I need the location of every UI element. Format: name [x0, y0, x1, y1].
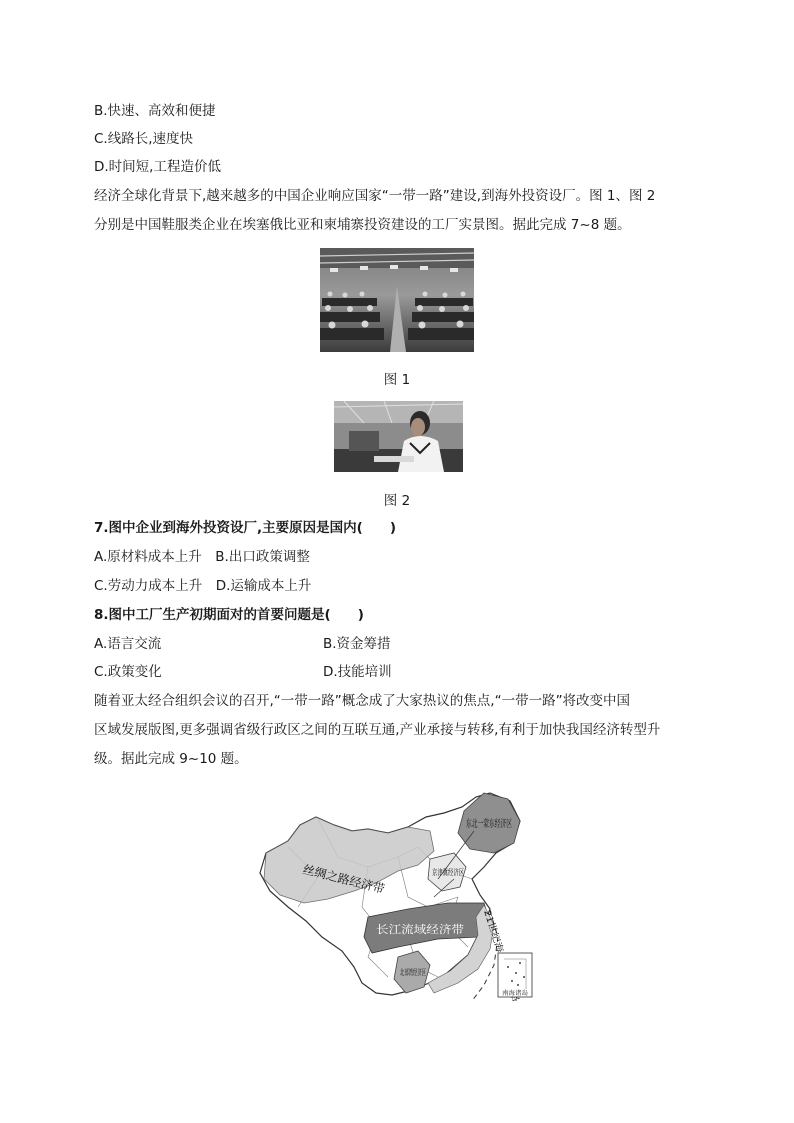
passage1-line1: 经济全球化背景下,越来越多的中国企业响应国家“一带一路”建设,到海外投资设厂。图 1、图 2 [94, 188, 656, 204]
prev-option-c: C.线路长,速度快 [94, 131, 194, 147]
q8-stem: 8.图中工厂生产初期面对的首要问题是( ) [94, 607, 364, 623]
figure2-caption: 图 2 [383, 493, 411, 509]
q7-options-cd: C.劳动力成本上升 D.运输成本上升 [94, 578, 312, 594]
label-yangtze-belt: 长江流域经济带 [376, 923, 453, 936]
figure2-worker-photo [334, 401, 463, 472]
q8-option-a: A.语言交流 [94, 636, 162, 652]
label-maritime-silk-road: 21世纪海上丝绸之路 [481, 908, 517, 992]
figure1-caption: 图 1 [383, 372, 411, 388]
q8-option-b: B.资金筹措 [323, 636, 391, 652]
label-silk-road-belt: 丝绸之路经济带 [301, 862, 387, 897]
prev-option-b: B.快速、高效和便捷 [94, 103, 216, 119]
label-jingjin-zone: 京津冀经济区 [432, 868, 480, 877]
passage2-line3: 级。据此完成 9~10 题。 [94, 751, 248, 767]
q7-stem: 7.图中企业到海外投资设厂,主要原因是国内( ) [94, 520, 396, 536]
q8-option-c: C.政策变化 [94, 664, 162, 680]
prev-option-d: D.时间短,工程造价低 [94, 159, 221, 175]
passage1-line2: 分别是中国鞋服类企业在埃塞俄比亚和柬埔寨投资建设的工厂实景图。据此完成 7~8 题。 [94, 217, 631, 233]
passage2-line2: 区域发展版图,更多强调省级行政区之间的互联互通,产业承接与转移,有利于加快我国经济转型升 [94, 722, 661, 738]
label-beibu-zone: 北部湾经济区 [400, 968, 448, 977]
label-northeast-zone: 东北一蒙东经济区 [466, 819, 538, 830]
q7-options-ab: A.原材料成本上升 B.出口政策调整 [94, 549, 310, 565]
figure1-factory-photo [320, 248, 474, 352]
china-economic-zones-map [258, 787, 538, 1005]
south-sea-inset [498, 953, 532, 997]
q8-option-d: D.技能培训 [323, 664, 392, 680]
passage2-line1: 随着亚太经合组织会议的召开,“一带一路”概念成了大家热议的焦点,“一带一路”将改变中国 [94, 693, 631, 709]
label-south-sea-inset: 南海诸岛 [502, 990, 527, 997]
